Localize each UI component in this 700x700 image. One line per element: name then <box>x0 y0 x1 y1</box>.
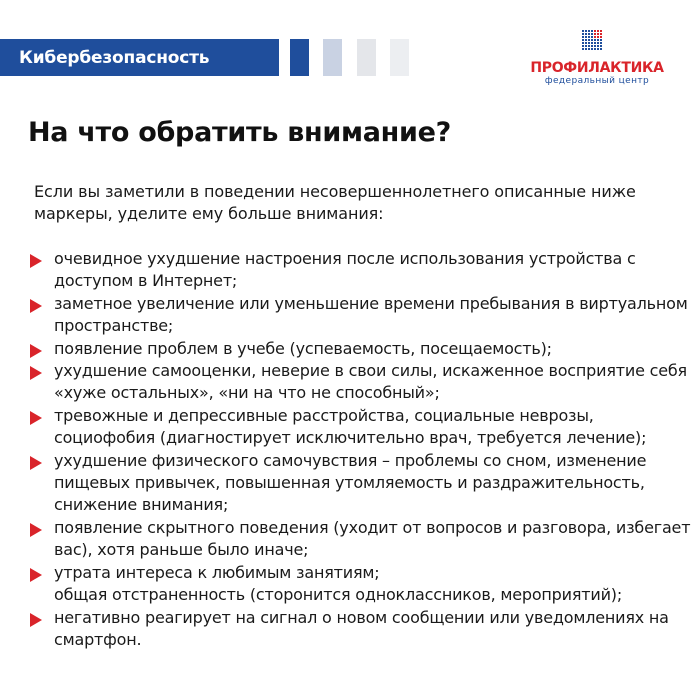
logo-dot <box>582 42 584 44</box>
list-item <box>0 405 700 450</box>
list-item <box>0 584 700 606</box>
list-item <box>0 607 700 652</box>
logo-subtitle: федеральный центр <box>544 76 650 86</box>
decorative-stripe <box>290 39 309 76</box>
logo-dot <box>582 45 584 47</box>
logo-dot <box>600 36 602 38</box>
list-item-text: ухудшение физического самочувствия – проблемы со сном, изменение пищевых привычек, повышенная утомляемость и раздражительность, снижение внимания; <box>54 450 647 515</box>
logo-dot <box>597 48 599 50</box>
logo-dot <box>591 48 593 50</box>
bullet-arrow-icon <box>30 344 42 358</box>
logo-dot <box>594 48 596 50</box>
logo-dot <box>591 42 593 44</box>
intro-text: Если вы заметили в поведении несовершеннолетнего описанные ниже маркеры, уделите ему больше внимания: <box>34 182 636 223</box>
logo-dot <box>585 30 587 32</box>
bullet-arrow-icon <box>30 254 42 268</box>
logo-dot <box>600 45 602 47</box>
logo-dot <box>600 33 602 35</box>
logo-dot <box>585 48 587 50</box>
list-item <box>0 450 700 517</box>
list-item-text: общая отстраненность (сторонится одноклассников, мероприятий); <box>54 585 623 605</box>
list-item <box>0 360 700 405</box>
logo-dot <box>597 42 599 44</box>
logo-dot <box>582 36 584 38</box>
logo-dot <box>588 33 590 35</box>
logo-dot <box>597 45 599 47</box>
topic-label: Кибербезопасность <box>19 47 210 68</box>
decorative-stripe <box>357 39 376 76</box>
page-title: На что обратить внимание? <box>28 117 451 148</box>
list-item-text: появление проблем в учебе (успеваемость, посещаемость); <box>54 338 552 358</box>
list-item-text: появление скрытного поведения (уходит от вопросов и разговора, избегает вас), хотя раньше было иначе; <box>54 517 691 560</box>
bullet-arrow-icon <box>30 523 42 537</box>
logo-dot <box>594 39 596 41</box>
logo-dot <box>594 45 596 47</box>
bullet-arrow-icon <box>30 456 42 470</box>
logo-dot <box>588 48 590 50</box>
logo-dot <box>600 30 602 32</box>
bullet-arrow-icon <box>30 568 42 582</box>
logo-dot <box>594 30 596 32</box>
logo-dot <box>597 36 599 38</box>
list-item <box>0 517 700 562</box>
logo-dot <box>582 33 584 35</box>
logo-dot <box>582 48 584 50</box>
bullet-arrow-icon <box>30 411 42 425</box>
logo-dot <box>597 33 599 35</box>
marker-list <box>0 248 700 651</box>
logo-dot <box>585 33 587 35</box>
decorative-stripe <box>390 39 409 76</box>
logo-title: ПРОФИЛАКТИКА <box>530 60 664 76</box>
logo-dot <box>582 39 584 41</box>
list-item-text: негативно реагирует на сигнал о новом сообщении или уведомлениях на смартфон. <box>54 607 669 649</box>
logo-dot <box>588 36 590 38</box>
logo-dot <box>588 42 590 44</box>
logo-dot <box>585 42 587 44</box>
logo-grid-icon <box>582 30 604 52</box>
list-item-text: утрата интереса к любимым занятиям; <box>54 562 380 582</box>
logo-dot <box>600 48 602 50</box>
topic-banner <box>0 39 279 76</box>
bullet-arrow-icon <box>30 613 42 627</box>
logo-dot <box>585 39 587 41</box>
bullet-arrow-icon <box>30 366 42 380</box>
logo-dot <box>582 30 584 32</box>
list-item <box>0 293 700 338</box>
logo-dot <box>597 39 599 41</box>
logo-dot <box>585 36 587 38</box>
logo-dot <box>594 36 596 38</box>
list-item-text: заметное увеличение или уменьшение времени пребывания в виртуальном пространстве; <box>54 293 688 336</box>
logo-dot <box>588 39 590 41</box>
bullet-arrow-icon <box>30 299 42 313</box>
logo-dot <box>591 45 593 47</box>
logo-dot <box>588 45 590 47</box>
logo-dot <box>588 30 590 32</box>
logo-dot <box>591 36 593 38</box>
list-item-text: тревожные и депрессивные расстройства, социальные неврозы, социофобия (диагностирует исключительно врач, требуется лечение); <box>54 405 647 448</box>
decorative-stripe <box>323 39 342 76</box>
logo-dot <box>585 45 587 47</box>
logo-dot <box>591 39 593 41</box>
profilaktika-logo <box>522 30 672 86</box>
list-item <box>0 248 700 293</box>
list-item <box>0 562 700 584</box>
logo-dot <box>600 39 602 41</box>
logo-dot <box>594 33 596 35</box>
logo-dot <box>591 33 593 35</box>
logo-dot <box>600 42 602 44</box>
list-item <box>0 338 700 360</box>
logo-dot <box>597 30 599 32</box>
logo-dot <box>591 30 593 32</box>
list-item-text: ухудшение самооценки, неверие в свои силы, искаженное восприятие себя «хуже остальных», «ни на что не способный»; <box>54 361 687 403</box>
logo-dot <box>594 42 596 44</box>
list-item-text: очевидное ухудшение настроения после использования устройства с доступом в Интернет; <box>54 249 636 291</box>
